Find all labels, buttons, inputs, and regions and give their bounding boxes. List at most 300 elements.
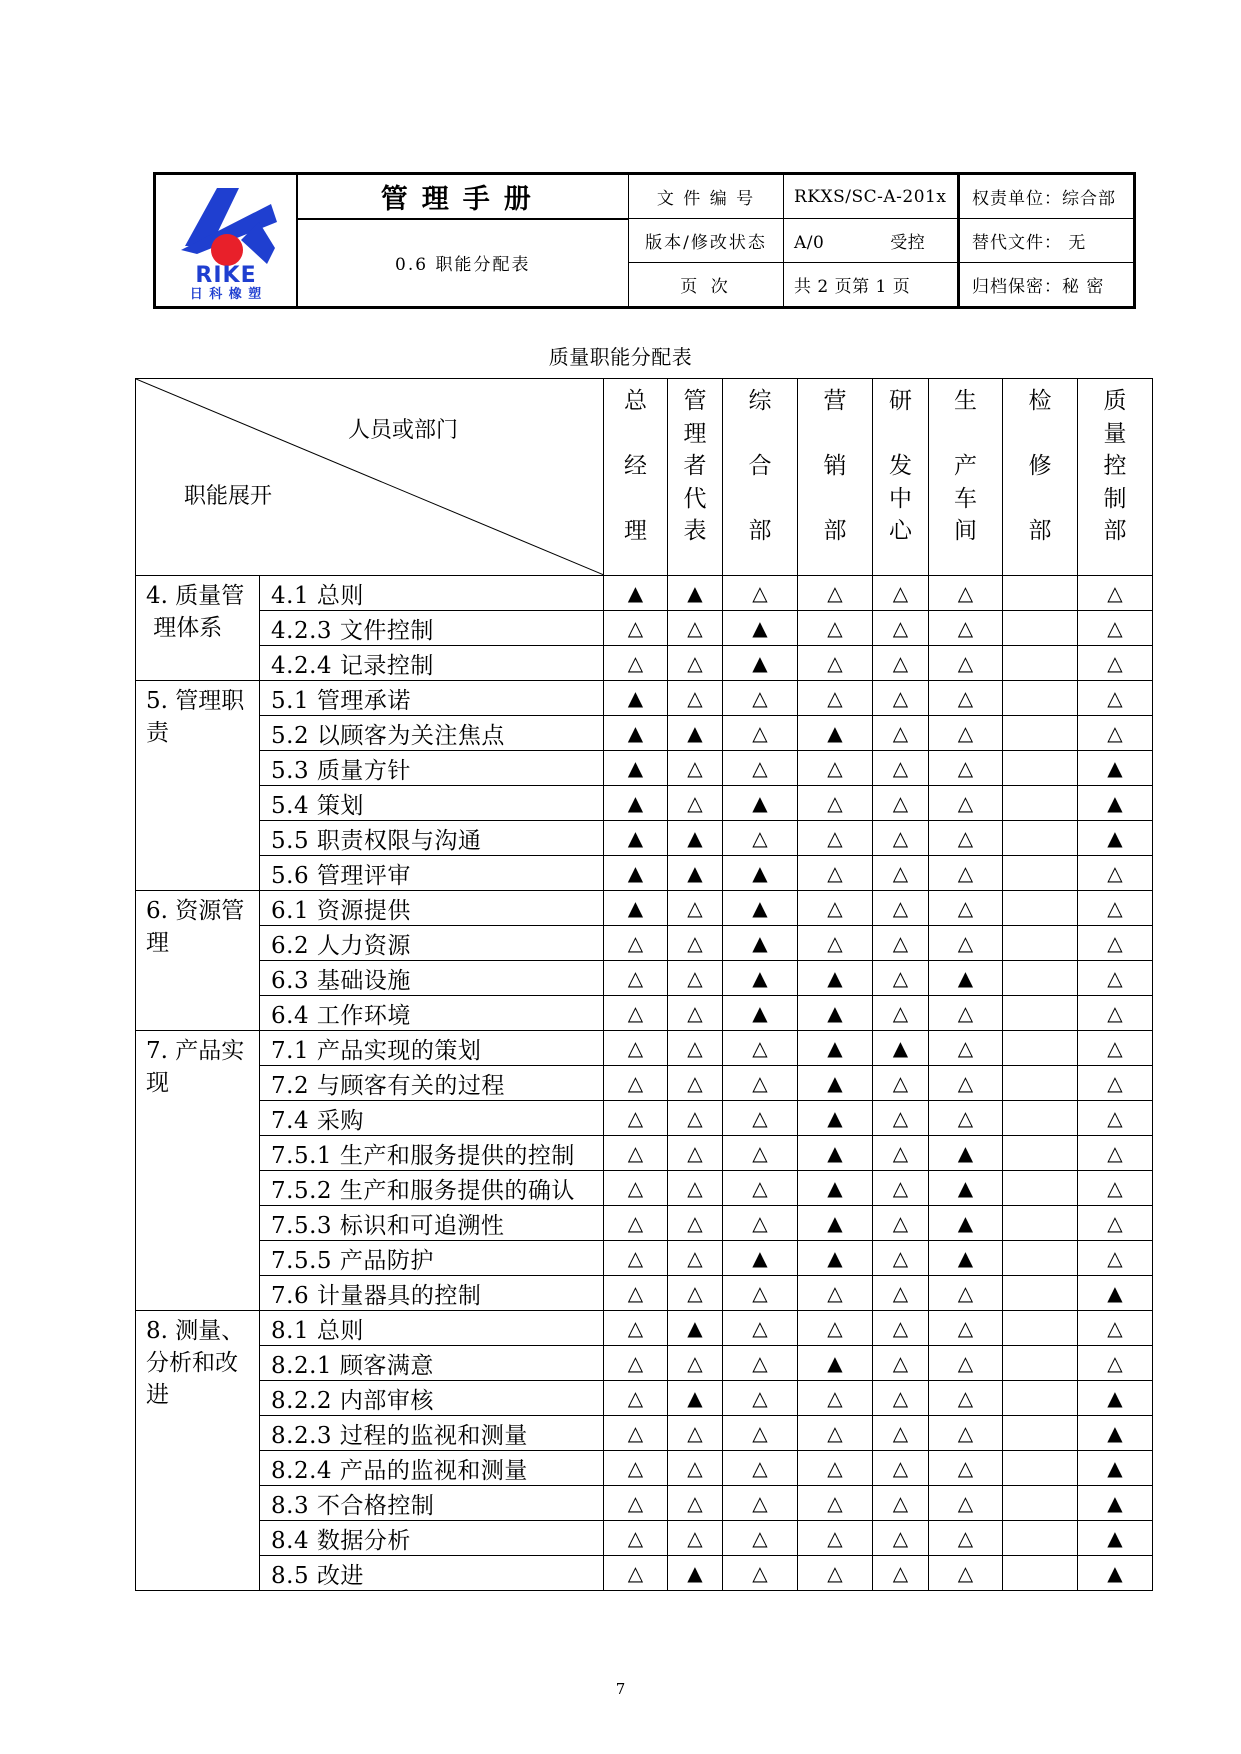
related-responsibility-mark: △ xyxy=(1078,961,1153,996)
company-logo xyxy=(156,175,297,307)
doc-no-label: 文 件 编 号 xyxy=(629,175,784,219)
dept-header-char: 间 xyxy=(954,518,977,544)
related-responsibility-mark: △ xyxy=(604,1276,668,1311)
related-responsibility-mark: △ xyxy=(668,1451,723,1486)
related-responsibility-mark: △ xyxy=(873,996,929,1031)
related-responsibility-mark: △ xyxy=(723,1136,798,1171)
section-group: 4. 质量管 理体系 xyxy=(136,576,260,681)
related-responsibility-mark: △ xyxy=(873,1206,929,1241)
table-row xyxy=(136,996,1153,1031)
table-row xyxy=(136,1276,1153,1311)
dept-header-char: 研 xyxy=(889,388,912,414)
related-responsibility-mark: △ xyxy=(929,1451,1003,1486)
table-row xyxy=(136,611,1153,646)
dept-header-char: 检 xyxy=(1028,388,1052,414)
empty-mark xyxy=(1003,891,1078,926)
table-row xyxy=(136,1171,1153,1206)
related-responsibility-mark: △ xyxy=(929,1486,1003,1521)
clause-cell: 8.2.1 顾客满意 xyxy=(260,1346,604,1381)
related-responsibility-mark: △ xyxy=(668,646,723,681)
related-responsibility-mark: △ xyxy=(798,1311,873,1346)
related-responsibility-mark: △ xyxy=(929,1556,1003,1591)
table-row xyxy=(136,1101,1153,1136)
corner-diagonal xyxy=(136,379,604,575)
related-responsibility-mark: △ xyxy=(873,1066,929,1101)
related-responsibility-mark: △ xyxy=(1078,716,1153,751)
empty-mark xyxy=(1003,1416,1078,1451)
related-responsibility-mark: △ xyxy=(723,751,798,786)
empty-mark xyxy=(1003,1276,1078,1311)
empty-mark xyxy=(1003,611,1078,646)
table-row xyxy=(136,1136,1153,1171)
dept-header-char: 者 xyxy=(683,453,707,479)
primary-responsibility-mark: ▲ xyxy=(668,1381,723,1416)
primary-responsibility-mark: ▲ xyxy=(723,1241,798,1276)
related-responsibility-mark: △ xyxy=(1078,1346,1153,1381)
related-responsibility-mark: △ xyxy=(1078,1136,1153,1171)
related-responsibility-mark: △ xyxy=(798,576,873,611)
related-responsibility-mark: △ xyxy=(798,611,873,646)
empty-mark xyxy=(1003,926,1078,961)
section-group: 7. 产品实 现 xyxy=(136,1031,260,1311)
related-responsibility-mark: △ xyxy=(873,1241,929,1276)
dept-header-char: 中 xyxy=(889,485,912,512)
primary-responsibility-mark: ▲ xyxy=(723,926,798,961)
related-responsibility-mark: △ xyxy=(723,1521,798,1556)
related-responsibility-mark: △ xyxy=(604,926,668,961)
clause-cell: 4.2.3 文件控制 xyxy=(260,611,604,646)
related-responsibility-mark: △ xyxy=(1078,611,1153,646)
related-responsibility-mark: △ xyxy=(604,1101,668,1136)
dept-header-char xyxy=(798,418,872,451)
empty-mark xyxy=(1003,1451,1078,1486)
manual-title: 管理手册 xyxy=(297,175,629,219)
table-row xyxy=(136,856,1153,891)
related-responsibility-mark: △ xyxy=(873,646,929,681)
related-responsibility-mark: △ xyxy=(1078,1311,1153,1346)
table-row xyxy=(136,1486,1153,1521)
related-responsibility-mark: △ xyxy=(929,821,1003,856)
dept-header-char: 修 xyxy=(1028,453,1052,479)
related-responsibility-mark: △ xyxy=(929,611,1003,646)
clause-cell: 8.4 数据分析 xyxy=(260,1521,604,1556)
controlled-status: 受控 xyxy=(890,233,926,253)
related-responsibility-mark: △ xyxy=(604,1206,668,1241)
related-responsibility-mark: △ xyxy=(604,611,668,646)
related-responsibility-mark: △ xyxy=(1078,646,1153,681)
related-responsibility-mark: △ xyxy=(723,1416,798,1451)
dept-header-char: 理 xyxy=(683,420,707,447)
related-responsibility-mark: △ xyxy=(723,1346,798,1381)
dept-header-char xyxy=(873,418,928,451)
empty-mark xyxy=(1003,646,1078,681)
related-responsibility-mark: △ xyxy=(873,1311,929,1346)
related-responsibility-mark: △ xyxy=(873,856,929,891)
dept-header-char: 控 xyxy=(1103,453,1127,479)
table-title: 质量职能分配表 xyxy=(548,345,693,369)
related-responsibility-mark: △ xyxy=(604,1241,668,1276)
dept-header-char xyxy=(798,483,872,516)
related-responsibility-mark: △ xyxy=(723,1066,798,1101)
primary-responsibility-mark: ▲ xyxy=(798,961,873,996)
primary-responsibility-mark: ▲ xyxy=(1078,1416,1153,1451)
dept-header xyxy=(723,379,798,576)
related-responsibility-mark: △ xyxy=(873,1346,929,1381)
related-responsibility-mark: △ xyxy=(873,1486,929,1521)
related-responsibility-mark: △ xyxy=(723,576,798,611)
clause-cell: 5.3 质量方针 xyxy=(260,751,604,786)
related-responsibility-mark: △ xyxy=(604,1346,668,1381)
section-group: 8. 测量、 分析和改 进 xyxy=(136,1311,260,1591)
related-responsibility-mark: △ xyxy=(798,1276,873,1311)
related-responsibility-mark: △ xyxy=(668,1276,723,1311)
clause-cell: 8.3 不合格控制 xyxy=(260,1486,604,1521)
primary-responsibility-mark: ▲ xyxy=(798,1101,873,1136)
primary-responsibility-mark: ▲ xyxy=(1078,1451,1153,1486)
primary-responsibility-mark: ▲ xyxy=(668,716,723,751)
owner-unit: 权责单位：综合部 xyxy=(959,175,1134,219)
related-responsibility-mark: △ xyxy=(1078,926,1153,961)
primary-responsibility-mark: ▲ xyxy=(929,1241,1003,1276)
related-responsibility-mark: △ xyxy=(873,1451,929,1486)
dept-header-char: 营 xyxy=(823,388,847,414)
clause-cell: 7.1 产品实现的策划 xyxy=(260,1031,604,1066)
related-responsibility-mark: △ xyxy=(798,856,873,891)
related-responsibility-mark: △ xyxy=(873,786,929,821)
document-header xyxy=(155,174,1134,307)
related-responsibility-mark: △ xyxy=(929,926,1003,961)
related-responsibility-mark: △ xyxy=(604,1031,668,1066)
related-responsibility-mark: △ xyxy=(668,1101,723,1136)
related-responsibility-mark: △ xyxy=(873,926,929,961)
dept-header-char: 部 xyxy=(1103,518,1127,544)
related-responsibility-mark: △ xyxy=(723,1276,798,1311)
clause-cell: 4.1 总则 xyxy=(260,576,604,611)
clause-cell: 4.2.4 记录控制 xyxy=(260,646,604,681)
clause-cell: 8.5 改进 xyxy=(260,1556,604,1591)
related-responsibility-mark: △ xyxy=(668,1521,723,1556)
dept-header-char xyxy=(723,418,797,451)
empty-mark xyxy=(1003,716,1078,751)
dept-header xyxy=(604,379,668,576)
related-responsibility-mark: △ xyxy=(798,786,873,821)
dept-header-char: 部 xyxy=(1028,518,1052,544)
primary-responsibility-mark: ▲ xyxy=(929,1136,1003,1171)
dept-header xyxy=(1003,379,1078,576)
related-responsibility-mark: △ xyxy=(873,1171,929,1206)
primary-responsibility-mark: ▲ xyxy=(1078,821,1153,856)
table-row xyxy=(136,1311,1153,1346)
empty-mark xyxy=(1003,1486,1078,1521)
related-responsibility-mark: △ xyxy=(929,1346,1003,1381)
primary-responsibility-mark: ▲ xyxy=(929,1206,1003,1241)
related-responsibility-mark: △ xyxy=(798,1451,873,1486)
related-responsibility-mark: △ xyxy=(929,1311,1003,1346)
primary-responsibility-mark: ▲ xyxy=(798,1206,873,1241)
related-responsibility-mark: △ xyxy=(798,681,873,716)
primary-responsibility-mark: ▲ xyxy=(604,751,668,786)
empty-mark xyxy=(1003,576,1078,611)
table-row xyxy=(136,1066,1153,1101)
related-responsibility-mark: △ xyxy=(604,961,668,996)
primary-responsibility-mark: ▲ xyxy=(798,1136,873,1171)
related-responsibility-mark: △ xyxy=(929,856,1003,891)
related-responsibility-mark: △ xyxy=(929,1101,1003,1136)
clause-cell: 8.2.2 内部审核 xyxy=(260,1381,604,1416)
table-row xyxy=(136,681,1153,716)
clause-cell: 7.5.1 生产和服务提供的控制 xyxy=(260,1136,604,1171)
related-responsibility-mark: △ xyxy=(604,996,668,1031)
dept-header-char: 经 xyxy=(624,453,647,479)
empty-mark xyxy=(1003,1311,1078,1346)
primary-responsibility-mark: ▲ xyxy=(604,681,668,716)
clause-cell: 6.4 工作环境 xyxy=(260,996,604,1031)
clause-cell: 5.1 管理承诺 xyxy=(260,681,604,716)
related-responsibility-mark: △ xyxy=(604,1521,668,1556)
empty-mark xyxy=(1003,1241,1078,1276)
related-responsibility-mark: △ xyxy=(1078,1031,1153,1066)
clause-cell: 5.5 职责权限与沟通 xyxy=(260,821,604,856)
primary-responsibility-mark: ▲ xyxy=(668,1311,723,1346)
primary-responsibility-mark: ▲ xyxy=(723,786,798,821)
dept-header xyxy=(929,379,1003,576)
empty-mark xyxy=(1003,961,1078,996)
empty-mark xyxy=(1003,1101,1078,1136)
dept-header-char: 综 xyxy=(748,388,772,414)
corner-bottom-label: 职能展开 xyxy=(184,484,273,509)
related-responsibility-mark: △ xyxy=(929,576,1003,611)
related-responsibility-mark: △ xyxy=(1078,996,1153,1031)
related-responsibility-mark: △ xyxy=(798,1416,873,1451)
quality-function-table xyxy=(135,378,1153,1591)
related-responsibility-mark: △ xyxy=(604,1136,668,1171)
related-responsibility-mark: △ xyxy=(723,821,798,856)
dept-header-char xyxy=(723,483,797,516)
dept-header-char: 合 xyxy=(748,453,772,479)
dept-header-char: 产 xyxy=(954,453,977,479)
table-row xyxy=(136,961,1153,996)
table-row xyxy=(136,1346,1153,1381)
table-row xyxy=(136,1031,1153,1066)
table-row xyxy=(136,1416,1153,1451)
related-responsibility-mark: △ xyxy=(929,996,1003,1031)
related-responsibility-mark: △ xyxy=(604,1311,668,1346)
dept-header-char xyxy=(604,483,667,516)
dept-header-char: 表 xyxy=(683,518,707,544)
primary-responsibility-mark: ▲ xyxy=(604,786,668,821)
related-responsibility-mark: △ xyxy=(604,1171,668,1206)
version-value xyxy=(784,219,959,263)
primary-responsibility-mark: ▲ xyxy=(604,856,668,891)
table-row xyxy=(136,751,1153,786)
primary-responsibility-mark: ▲ xyxy=(1078,1381,1153,1416)
empty-mark xyxy=(1003,1066,1078,1101)
related-responsibility-mark: △ xyxy=(604,1486,668,1521)
related-responsibility-mark: △ xyxy=(668,611,723,646)
empty-mark xyxy=(1003,996,1078,1031)
page-value: 共 2 页第 1 页 xyxy=(784,263,959,307)
dept-header-char xyxy=(1003,483,1077,516)
primary-responsibility-mark: ▲ xyxy=(604,576,668,611)
related-responsibility-mark: △ xyxy=(873,1276,929,1311)
table-row xyxy=(136,926,1153,961)
empty-mark xyxy=(1003,1521,1078,1556)
dept-header-char: 心 xyxy=(889,518,912,544)
primary-responsibility-mark: ▲ xyxy=(668,1556,723,1591)
primary-responsibility-mark: ▲ xyxy=(798,996,873,1031)
clause-cell: 7.4 采购 xyxy=(260,1101,604,1136)
related-responsibility-mark: △ xyxy=(1078,1066,1153,1101)
related-responsibility-mark: △ xyxy=(873,1521,929,1556)
primary-responsibility-mark: ▲ xyxy=(604,716,668,751)
related-responsibility-mark: △ xyxy=(798,891,873,926)
related-responsibility-mark: △ xyxy=(1078,576,1153,611)
related-responsibility-mark: △ xyxy=(1078,856,1153,891)
related-responsibility-mark: △ xyxy=(668,1486,723,1521)
related-responsibility-mark: △ xyxy=(798,926,873,961)
logo-subtext: 日 科 橡 塑 xyxy=(189,286,263,300)
page-number: 7 xyxy=(615,1680,626,1698)
related-responsibility-mark: △ xyxy=(1078,1101,1153,1136)
related-responsibility-mark: △ xyxy=(873,1136,929,1171)
related-responsibility-mark: △ xyxy=(929,716,1003,751)
related-responsibility-mark: △ xyxy=(1078,891,1153,926)
related-responsibility-mark: △ xyxy=(723,1171,798,1206)
related-responsibility-mark: △ xyxy=(873,611,929,646)
section-group: 5. 管理职 责 xyxy=(136,681,260,891)
related-responsibility-mark: △ xyxy=(798,1556,873,1591)
primary-responsibility-mark: ▲ xyxy=(1078,1486,1153,1521)
table-row xyxy=(136,1451,1153,1486)
related-responsibility-mark: △ xyxy=(798,1521,873,1556)
empty-mark xyxy=(1003,1206,1078,1241)
related-responsibility-mark: △ xyxy=(873,891,929,926)
related-responsibility-mark: △ xyxy=(668,1416,723,1451)
primary-responsibility-mark: ▲ xyxy=(604,821,668,856)
replace-doc: 替代文件： 无 xyxy=(959,219,1134,263)
dept-header-char xyxy=(1003,418,1077,451)
doc-no-value: RKXS/SC-A-201x xyxy=(784,175,959,219)
related-responsibility-mark: △ xyxy=(929,1521,1003,1556)
related-responsibility-mark: △ xyxy=(873,716,929,751)
related-responsibility-mark: △ xyxy=(723,716,798,751)
corner-top-label: 人员或部门 xyxy=(348,418,459,443)
primary-responsibility-mark: ▲ xyxy=(798,716,873,751)
table-row xyxy=(136,891,1153,926)
primary-responsibility-mark: ▲ xyxy=(798,1346,873,1381)
table-row xyxy=(136,646,1153,681)
empty-mark xyxy=(1003,1346,1078,1381)
primary-responsibility-mark: ▲ xyxy=(929,1171,1003,1206)
related-responsibility-mark: △ xyxy=(1078,681,1153,716)
related-responsibility-mark: △ xyxy=(668,926,723,961)
clause-cell: 7.5.5 产品防护 xyxy=(260,1241,604,1276)
related-responsibility-mark: △ xyxy=(1078,1171,1153,1206)
primary-responsibility-mark: ▲ xyxy=(723,611,798,646)
related-responsibility-mark: △ xyxy=(604,1556,668,1591)
table-row xyxy=(136,716,1153,751)
related-responsibility-mark: △ xyxy=(873,961,929,996)
related-responsibility-mark: △ xyxy=(668,1241,723,1276)
related-responsibility-mark: △ xyxy=(668,996,723,1031)
empty-mark xyxy=(1003,1171,1078,1206)
table-row xyxy=(136,1556,1153,1591)
version-number: A/0 xyxy=(794,233,825,253)
related-responsibility-mark: △ xyxy=(873,576,929,611)
related-responsibility-mark: △ xyxy=(798,646,873,681)
clause-cell: 7.2 与顾客有关的过程 xyxy=(260,1066,604,1101)
related-responsibility-mark: △ xyxy=(723,1486,798,1521)
related-responsibility-mark: △ xyxy=(1078,1241,1153,1276)
empty-mark xyxy=(1003,1031,1078,1066)
related-responsibility-mark: △ xyxy=(929,1031,1003,1066)
dept-header-char: 管 xyxy=(683,388,707,414)
clause-cell: 6.1 资源提供 xyxy=(260,891,604,926)
related-responsibility-mark: △ xyxy=(723,1311,798,1346)
primary-responsibility-mark: ▲ xyxy=(1078,1521,1153,1556)
related-responsibility-mark: △ xyxy=(873,751,929,786)
table-row xyxy=(136,1521,1153,1556)
section-group: 6. 资源管 理 xyxy=(136,891,260,1031)
related-responsibility-mark: △ xyxy=(668,1136,723,1171)
dept-header-char: 销 xyxy=(823,453,847,479)
related-responsibility-mark: △ xyxy=(929,786,1003,821)
dept-header-char: 量 xyxy=(1103,420,1127,447)
dept-header-char xyxy=(604,418,667,451)
related-responsibility-mark: △ xyxy=(929,1066,1003,1101)
related-responsibility-mark: △ xyxy=(668,1031,723,1066)
dept-header-char: 车 xyxy=(954,485,977,512)
dept-header xyxy=(798,379,873,576)
section-title: 0.6 职能分配表 xyxy=(297,219,629,307)
clause-cell: 7.5.2 生产和服务提供的确认 xyxy=(260,1171,604,1206)
related-responsibility-mark: △ xyxy=(929,1276,1003,1311)
primary-responsibility-mark: ▲ xyxy=(1078,786,1153,821)
empty-mark xyxy=(1003,1556,1078,1591)
dept-header-char: 总 xyxy=(624,388,647,414)
primary-responsibility-mark: ▲ xyxy=(723,996,798,1031)
related-responsibility-mark: △ xyxy=(668,891,723,926)
table-row xyxy=(136,1381,1153,1416)
corner-header xyxy=(136,379,604,576)
clause-cell: 5.6 管理评审 xyxy=(260,856,604,891)
related-responsibility-mark: △ xyxy=(604,646,668,681)
related-responsibility-mark: △ xyxy=(873,1101,929,1136)
dept-header-char: 代 xyxy=(683,485,707,512)
related-responsibility-mark: △ xyxy=(929,1416,1003,1451)
dept-header-char xyxy=(929,418,1002,451)
primary-responsibility-mark: ▲ xyxy=(798,1241,873,1276)
related-responsibility-mark: △ xyxy=(723,1031,798,1066)
table-row xyxy=(136,1241,1153,1276)
primary-responsibility-mark: ▲ xyxy=(1078,751,1153,786)
related-responsibility-mark: △ xyxy=(604,1416,668,1451)
related-responsibility-mark: △ xyxy=(929,646,1003,681)
empty-mark xyxy=(1003,786,1078,821)
empty-mark xyxy=(1003,751,1078,786)
related-responsibility-mark: △ xyxy=(723,681,798,716)
primary-responsibility-mark: ▲ xyxy=(668,821,723,856)
primary-responsibility-mark: ▲ xyxy=(798,1066,873,1101)
primary-responsibility-mark: ▲ xyxy=(929,961,1003,996)
table-row xyxy=(136,576,1153,611)
dept-header xyxy=(873,379,929,576)
primary-responsibility-mark: ▲ xyxy=(723,646,798,681)
related-responsibility-mark: △ xyxy=(1078,1206,1153,1241)
table-row xyxy=(136,1206,1153,1241)
dept-header-char: 制 xyxy=(1103,485,1127,512)
related-responsibility-mark: △ xyxy=(604,1381,668,1416)
